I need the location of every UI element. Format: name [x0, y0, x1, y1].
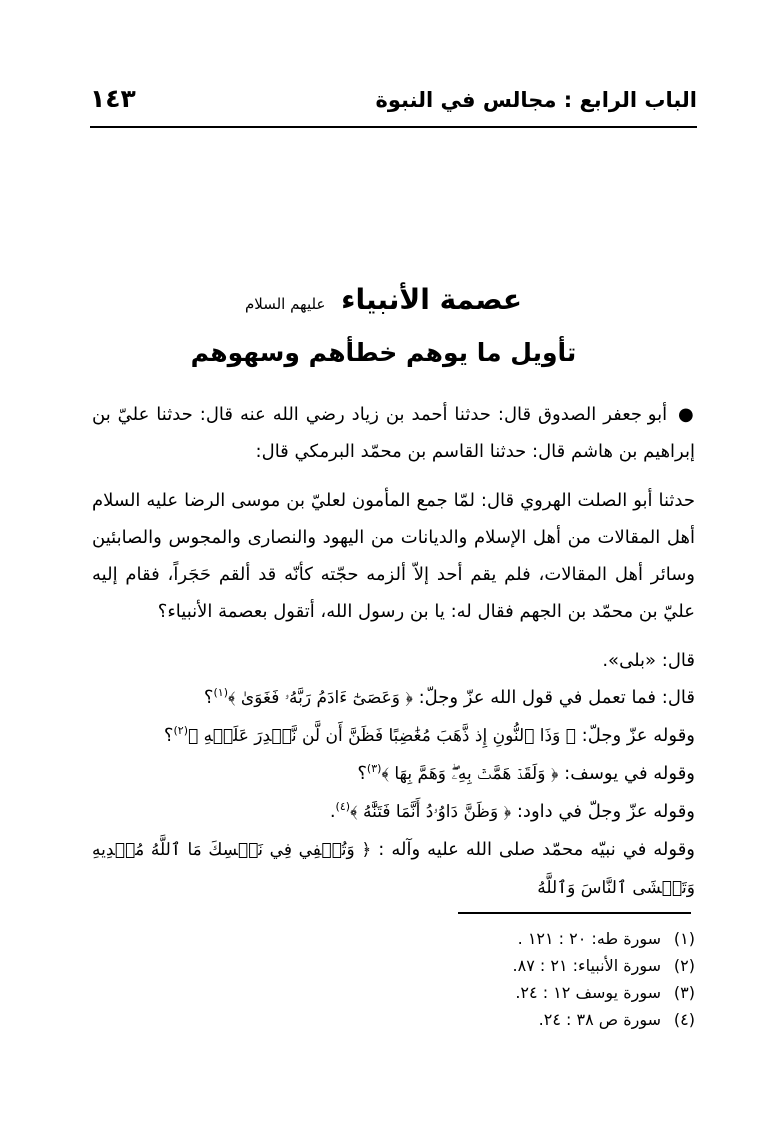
quran-verse-1: ﴿ وَعَصَىٰٓ ءَادَمُ رَبَّهُۥ فَغَوَىٰ ﴾ — [227, 688, 413, 708]
footnote-ref-4[interactable]: (٤) — [335, 800, 351, 813]
line-4 — [92, 679, 695, 717]
chapter-subtitle: تأويل ما يوهم خطأهم وسهوهم — [190, 338, 577, 367]
quran-verse-5: ﴿ وَتُخۡفِي فِي نَفۡسِكَ مَا ٱللَّهُ مُبۡدِيهِ وَتَخۡشَى ٱلنَّاسَ وَٱللَّهُ — [92, 840, 695, 898]
running-header — [90, 84, 697, 128]
footnote-text: سورة الأنبياء: ٢١ : ٨٧. — [512, 956, 661, 975]
body-text — [92, 396, 695, 907]
footnote-text: سورة طه: ٢٠ : ١٢١ . — [517, 929, 661, 948]
line-4-intro: قال: فما تعمل في قول الله عزّ وجلّ: — [418, 687, 695, 708]
quran-verse-3: ﴿ وَلَقَدۡ هَمَّتۡ بِهِۦۖ وَهَمَّ بِهَا ﴾ — [381, 764, 559, 784]
footnote-ref-3[interactable]: (٣) — [366, 762, 382, 775]
quran-verse-4: ﴿ وَظَنَّ دَاوُۥدُ أَنَّمَا فَتَنَّٰهُ ﴾ — [350, 802, 512, 822]
line-8 — [92, 831, 695, 907]
line-8-intro: وقوله في نبيّه محمّد صلى الله عليه وآله : — [378, 839, 695, 860]
line-7 — [92, 793, 695, 831]
paragraph-1-text: أبو جعفر الصدوق قال: حدثنا أحمد بن زياد رضي الله عنه قال: حدثنا عليّ بن إبراهيم بن هاشم قال: حدثنا القاسم بن محمّد البرمكي قال: — [92, 404, 695, 462]
quran-verse-2: ﴿ وَذَا ٱلنُّونِ إِذ ذَّهَبَ مُغَٰضِبًا فَظَنَّ أَن لَّن نَّقۡدِرَ عَلَيۡهِ ﴾ — [187, 726, 576, 746]
line-4-end: ؟ — [203, 687, 214, 708]
footnote-number: (٣) — [673, 983, 695, 1002]
footnote-1 — [420, 925, 695, 952]
footnote-ref-2[interactable]: (٢) — [173, 724, 188, 737]
footnote-2 — [420, 952, 695, 979]
bullet-icon: ● — [678, 404, 695, 425]
line-6 — [92, 755, 695, 793]
line-5-intro: وقوله عزّ وجلّ: — [581, 725, 695, 746]
line-6-intro: وقوله في يوسف: — [564, 763, 695, 784]
footnote-number: (٢) — [673, 956, 695, 975]
footnote-4 — [420, 1006, 695, 1033]
footnote-number: (١) — [673, 929, 695, 948]
line-7-end: . — [329, 801, 336, 822]
footnotes — [420, 925, 695, 1033]
line-3: قال: «بلى». — [602, 650, 695, 671]
line-6-end: ؟ — [357, 763, 367, 784]
paragraph-1 — [92, 396, 695, 470]
footnote-ref-1[interactable]: (١) — [213, 686, 228, 699]
paragraph-2: حدثنا أبو الصلت الهروي قال: لمّا جمع المأمون لعليّ بن موسى الرضا عليه السلام أهل المقالات من أهل الإسلام والديانات من اليهود والنصارى والمجوس والصابئين وسائر أهل المقالات، فلم يقم أحد إلاّ ألزمه حجّته كأنّه قد ألقم حَجَراً، فقام إليه عليّ بن محمّد بن الجهم فقال له: يا بن رسول الله، أتقول بعصمة الأنبياء؟ — [92, 490, 695, 622]
footnote-text: سورة ص ٣٨ : ٢٤. — [538, 1010, 661, 1029]
footnote-divider — [458, 912, 691, 914]
line-5-end: ؟ — [163, 725, 174, 746]
header-title: الباب الرابع : مجالس في النبوة — [375, 88, 697, 112]
chapter-title — [70, 283, 697, 316]
page-number: ١٤٣ — [90, 84, 136, 113]
footnote-text: سورة يوسف ١٢ : ٢٤. — [515, 983, 661, 1002]
footnote-3 — [420, 979, 695, 1006]
line-7-intro: وقوله عزّ وجلّ في داود: — [516, 801, 695, 822]
footnote-number: (٤) — [673, 1010, 695, 1029]
honorific-glyph: عليهم السلام — [244, 295, 326, 313]
line-5 — [92, 717, 695, 755]
chapter-title-text: عصمة الأنبياء — [341, 283, 523, 316]
